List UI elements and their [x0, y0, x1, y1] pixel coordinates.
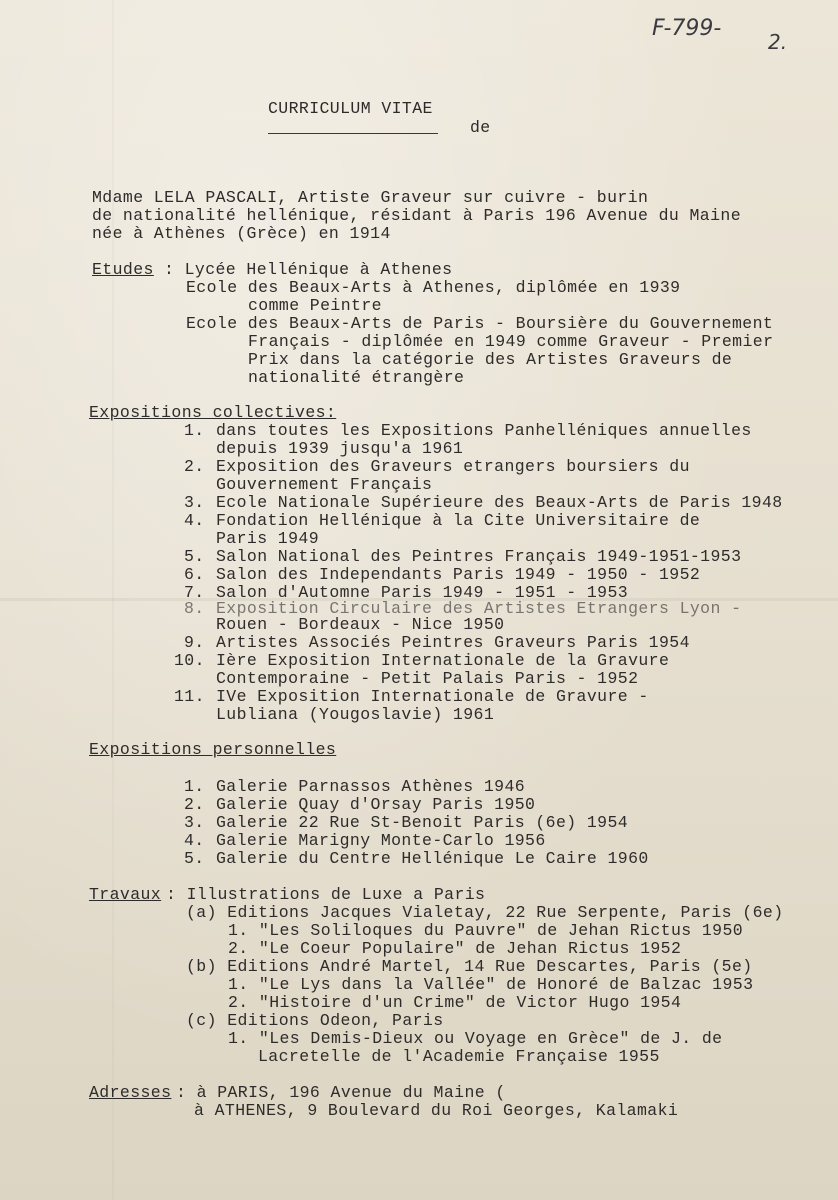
collective-num: 7.	[184, 583, 205, 602]
works-line: (a) Editions Jacques Vialetay, 22 Rue Serpente, Paris (6e)	[186, 903, 784, 922]
collective-num: 5.	[184, 547, 205, 566]
collective-text: Exposition des Graveurs etrangers boursiers du	[216, 457, 690, 476]
personal-num: 3.	[184, 813, 205, 832]
collective-text: Ière Exposition Internationale de la Gravure	[216, 651, 670, 670]
studies-line: comme Peintre	[248, 296, 382, 315]
studies-line: nationalité étrangère	[248, 368, 465, 387]
collective-text: Salon des Independants Paris 1949 - 1950 - 1952	[216, 565, 701, 584]
address-line: à ATHENES, 9 Boulevard du Roi Georges, Kalamaki	[194, 1101, 679, 1120]
personal-text: Galerie Quay d'Orsay Paris 1950	[216, 795, 536, 814]
personal-num: 5.	[184, 849, 205, 868]
personal-text: Galerie Marigny Monte-Carlo 1956	[216, 831, 546, 850]
document-title: CURRICULUM VITAE	[268, 99, 433, 118]
personal-num: 4.	[184, 831, 205, 850]
works-line: 1. "Les Soliloques du Pauvre" de Jehan Rictus 1950	[228, 921, 744, 940]
collective-text: IVe Exposition Internationale de Gravure -	[216, 687, 649, 706]
works-line: Lacretelle de l'Academie Française 1955	[258, 1047, 660, 1066]
collective-text: Fondation Hellénique à la Cite Universitaire de	[216, 511, 701, 530]
collective-text: dans toutes les Expositions Panhelléniques annuelles	[216, 421, 752, 440]
works-line: 1. "Le Lys dans la Vallée" de Honoré de Balzac 1953	[228, 975, 754, 994]
studies-line: : Lycée Hellénique à Athenes	[164, 260, 453, 279]
collective-text: Gouvernement Français	[216, 475, 433, 494]
collective-text: Ecole Nationale Supérieure des Beaux-Arts de Paris 1948	[216, 493, 783, 512]
works-line: : Illustrations de Luxe a Paris	[166, 885, 486, 904]
personal-num: 1.	[184, 777, 205, 796]
studies-line: Français - diplômée en 1949 comme Graveur - Premier	[248, 332, 774, 351]
studies-line: Prix dans la catégorie des Artistes Graveurs de	[248, 350, 733, 369]
studies-line: Ecole des Beaux-Arts à Athenes, diplômée en 1939	[186, 278, 681, 297]
collective-text: Salon d'Automne Paris 1949 - 1951 - 1953	[216, 583, 629, 602]
addresses-label: Adresses	[89, 1083, 172, 1102]
works-line: 1. "Les Demis-Dieux ou Voyage en Grèce" de J. de	[228, 1029, 723, 1048]
personal-num: 2.	[184, 795, 205, 814]
intro-line: de nationalité hellénique, résidant à Paris 196 Avenue du Maine	[92, 206, 742, 225]
collective-num: 4.	[184, 511, 205, 530]
title-underline	[268, 133, 438, 134]
collective-label: Expositions collectives:	[89, 403, 337, 422]
works-line: (b) Editions André Martel, 14 Rue Descartes, Paris (5e)	[186, 957, 753, 976]
collective-num: 10.	[174, 651, 205, 670]
archive-reference: F-799-	[652, 16, 722, 41]
works-line: 2. "Le Coeur Populaire" de Jehan Rictus 1952	[228, 939, 682, 958]
collective-num: 11.	[174, 687, 205, 706]
collective-text: Rouen - Bordeaux - Nice 1950	[216, 615, 505, 634]
collective-text: Salon National des Peintres Français 1949-1951-1953	[216, 547, 742, 566]
personal-text: Galerie 22 Rue St-Benoit Paris (6e) 1954	[216, 813, 629, 832]
personal-label: Expositions personnelles	[89, 740, 337, 759]
collective-text: Paris 1949	[216, 529, 320, 548]
collective-text: Exposition Circulaire des Artistes Etrangers Lyon -	[216, 599, 742, 618]
studies-line: Ecole des Beaux-Arts de Paris - Boursière du Gouvernement	[186, 314, 774, 333]
collective-num: 6.	[184, 565, 205, 584]
title-suffix: de	[470, 118, 491, 137]
collective-num: 8.	[184, 599, 205, 618]
collective-text: Artistes Associés Peintres Graveurs Paris 1954	[216, 633, 690, 652]
personal-text: Galerie Parnassos Athènes 1946	[216, 777, 526, 796]
intro-line: Mdame LELA PASCALI, Artiste Graveur sur cuivre - burin	[92, 188, 649, 207]
studies-label: Etudes	[92, 260, 154, 279]
collective-num: 1.	[184, 421, 205, 440]
personal-text: Galerie du Centre Hellénique Le Caire 1960	[216, 849, 649, 868]
collective-text: depuis 1939 jusqu'a 1961	[216, 439, 464, 458]
intro-line: née à Athènes (Grèce) en 1914	[92, 224, 391, 243]
works-line: 2. "Histoire d'un Crime" de Victor Hugo 1954	[228, 993, 682, 1012]
collective-text: Contemporaine - Petit Palais Paris - 1952	[216, 669, 639, 688]
collective-num: 3.	[184, 493, 205, 512]
collective-num: 9.	[184, 633, 205, 652]
paper-fold	[112, 0, 114, 1200]
works-label: Travaux	[89, 885, 162, 904]
collective-num: 2.	[184, 457, 205, 476]
works-line: (c) Editions Odeon, Paris	[186, 1011, 444, 1030]
address-line: : à PARIS, 196 Avenue du Maine (	[176, 1083, 506, 1102]
collective-text: Lubliana (Yougoslavie) 1961	[216, 705, 495, 724]
page-number: 2.	[768, 30, 788, 54]
